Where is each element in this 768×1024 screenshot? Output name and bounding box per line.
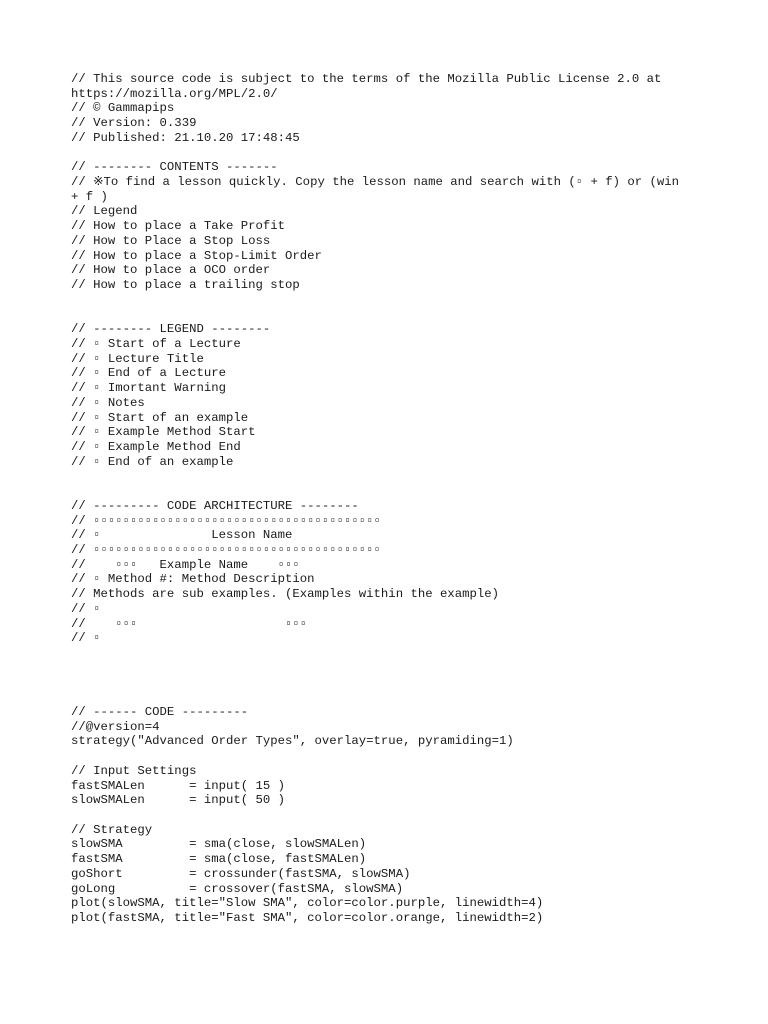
code-line: goShort = crossunder(fastSMA, slowSMA) [71, 866, 411, 881]
code-line: // ▫ Lesson Name [71, 528, 293, 543]
code-line [71, 646, 711, 661]
code-line: // ▫▫▫ Example Name ▫▫▫ [71, 557, 300, 572]
code-line: slowSMALen = input( 50 ) [71, 793, 286, 808]
code-line [71, 469, 711, 484]
code-line: // ※To find a lesson quickly. Copy the lesson name and search with (▫ + f) or (win [71, 175, 680, 190]
code-line: // ▫ Lecture Title [71, 351, 204, 366]
code-line [71, 308, 711, 323]
code-line: plot(slowSMA, title="Slow SMA", color=color.purple, linewidth=4) [71, 896, 544, 911]
code-line: // Strategy [71, 822, 153, 837]
code-line: // ▫▫▫ ▫▫▫ [71, 616, 308, 631]
code-line [71, 808, 711, 823]
code-line: goLong = crossover(fastSMA, slowSMA) [71, 881, 404, 896]
code-line: strategy("Advanced Order Types", overlay=true, pyramiding=1) [71, 734, 514, 749]
code-line: // ▫ Start of an example [71, 410, 249, 425]
code-line: https://mozilla.org/MPL/2.0/ [71, 86, 278, 101]
code-line: // -------- CONTENTS ------- [71, 160, 278, 175]
code-line: // ▫ Method #: Method Description [71, 572, 315, 587]
code-line [71, 675, 711, 690]
code-line: // ▫ Example Method Start [71, 425, 256, 440]
code-line: fastSMALen = input( 15 ) [71, 778, 286, 793]
code-line [71, 146, 711, 161]
source-code-block [71, 72, 711, 926]
code-line: // Methods are sub examples. (Examples within the example) [71, 587, 500, 602]
code-line: //@version=4 [71, 719, 160, 734]
code-line: // ▫ Imortant Warning [71, 381, 226, 396]
code-line: // Input Settings [71, 763, 197, 778]
code-line: // ▫▫▫▫▫▫▫▫▫▫▫▫▫▫▫▫▫▫▫▫▫▫▫▫▫▫▫▫▫▫▫▫▫▫▫▫▫▫▫ [71, 513, 381, 528]
code-line: // ▫ Notes [71, 395, 145, 410]
code-line: plot(fastSMA, title="Fast SMA", color=color.orange, linewidth=2) [71, 910, 544, 925]
code-line [71, 749, 711, 764]
code-line: // ------ CODE --------- [71, 704, 249, 719]
code-line: fastSMA = sma(close, fastSMALen) [71, 852, 367, 867]
code-line: // How to Place a Stop Loss [71, 233, 271, 248]
code-line: // ▫▫▫▫▫▫▫▫▫▫▫▫▫▫▫▫▫▫▫▫▫▫▫▫▫▫▫▫▫▫▫▫▫▫▫▫▫▫▫ [71, 543, 381, 557]
code-line [71, 690, 711, 705]
code-line: // -------- LEGEND -------- [71, 322, 271, 337]
code-line: // ▫ Example Method End [71, 439, 241, 454]
code-line: // Published: 21.10.20 17:48:45 [71, 130, 300, 145]
code-line: // How to place a Take Profit [71, 219, 286, 234]
code-line: // Legend [71, 204, 138, 219]
code-line: // ▫ Start of a Lecture [71, 336, 241, 351]
code-line: // This source code is subject to the terms of the Mozilla Public License 2.0 at [71, 72, 662, 86]
code-line [71, 661, 711, 676]
code-line: // Version: 0.339 [71, 116, 197, 131]
code-line: // How to place a Stop-Limit Order [71, 248, 322, 263]
code-line: + f ) [71, 189, 108, 204]
code-line: // --------- CODE ARCHITECTURE -------- [71, 498, 359, 513]
code-line: // ▫ End of a Lecture [71, 366, 226, 381]
code-line: // How to place a trailing stop [71, 278, 300, 293]
code-line: // ▫ [71, 631, 101, 646]
code-line: // How to place a OCO order [71, 263, 271, 278]
code-line: // © Gammapips [71, 101, 175, 116]
code-line [71, 293, 711, 308]
code-line: // ▫ End of an example [71, 454, 234, 469]
code-line: slowSMA = sma(close, slowSMALen) [71, 837, 367, 852]
code-line [71, 484, 711, 499]
code-line: // ▫ [71, 601, 101, 616]
